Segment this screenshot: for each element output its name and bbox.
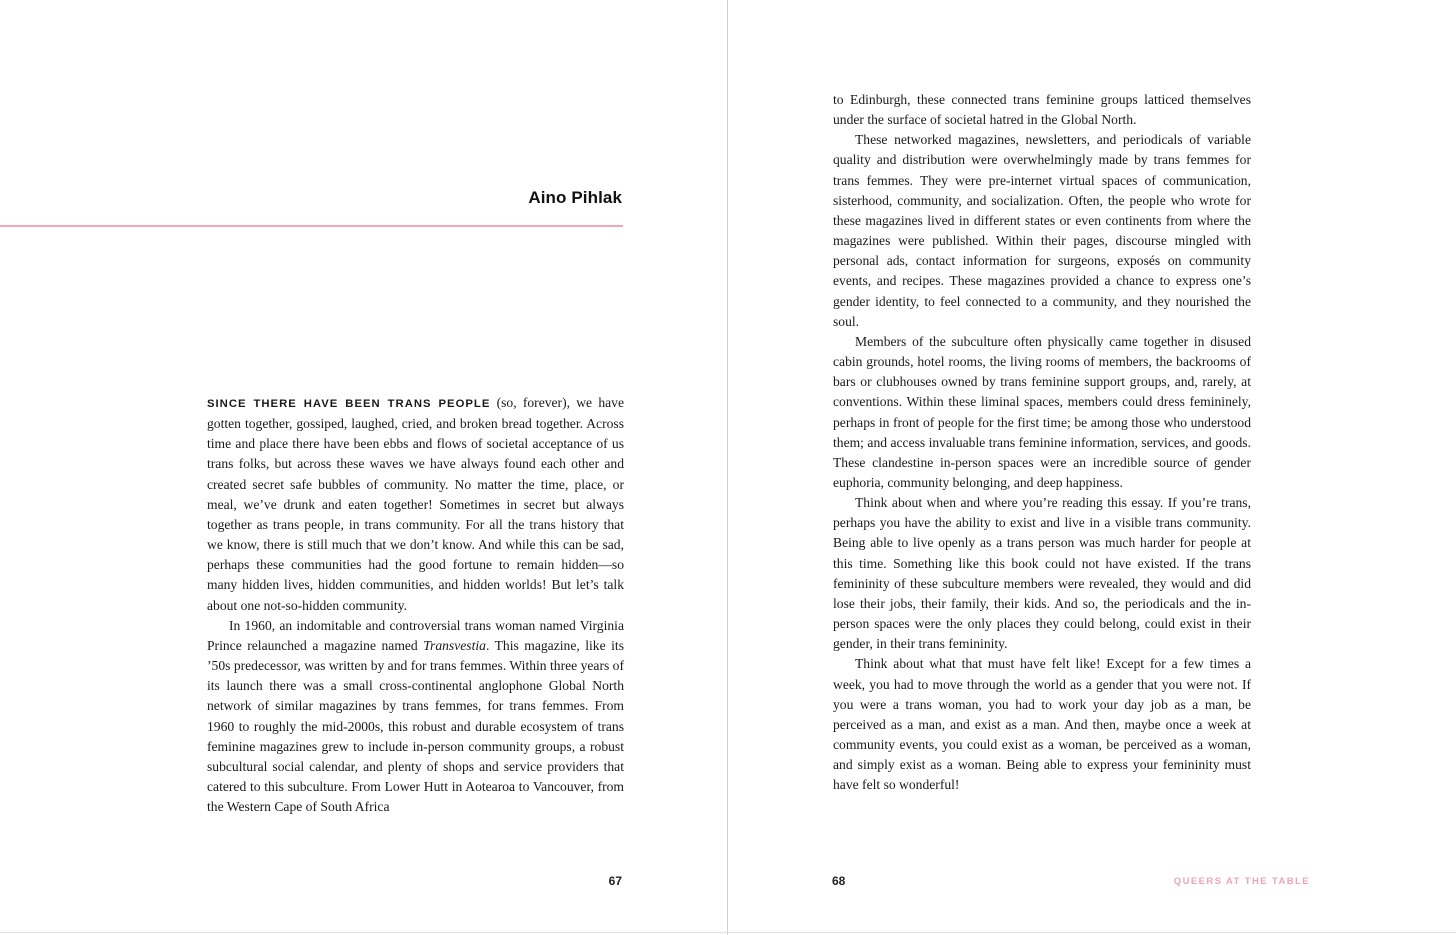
magazine-title: Transvestia [423,637,486,653]
paragraph-text-start: In 1960, an indomitable and controversial trans woman named Virginia Prince relaunched a magazine named [207,617,624,653]
right-body-text [833,90,1251,795]
body-paragraph: Members of the subculture often physically came together in disused cabin grounds, hotel rooms, the living rooms of members, the backrooms of bars or clubhouses owned by trans feminine support groups, and, rarely, at conventions. Within these liminal spaces, members could dress femininely, perhaps in front of people for the first time; be among those who understood them; and access invaluable trans feminine information, services, and goods. These clandestine in-person spaces were an incredible source of gender euphoria, community belonging, and deep happiness. [833,333,1251,490]
body-paragraph: These networked magazines, newsletters, and periodicals of variable quality and distribution were overwhelmingly made by trans femmes for trans femmes. They were pre-internet virtual spaces of communication, sisterhood, community, and socialization. Often, the people who wrote for these magazines lived in different states or even continents from where the magazines were published. Within their pages, discourse mingled with personal ads, contact information for surgeons, exposés on community events, and recipes. These magazines provided a chance to express one’s gender identity, to feel connected to a community, and they nourished the soul. [833,132,1251,329]
title-rule [0,225,623,227]
lead-in-caps: SINCE THERE HAVE BEEN TRANS PEOPLE [207,398,491,410]
opening-paragraph [207,393,624,616]
page-number-left: 67 [608,874,622,888]
body-paragraph: Think about when and where you’re reading this essay. If you’re trans, perhaps you have the ability to exist and live in a visible trans community. Being able to live openly as a trans person was much harder for people at this time. Something like this book could not have existed. If the trans femininity of these subculture members were revealed, they would and did lose their jobs, their family, their kids. And so, the periodicals and the in-person spaces were the only places they could belong, could exist in their gender, in their trans femininity. [833,495,1251,652]
page-bottom-edge [0,932,1456,933]
paragraph-text-end: . This magazine, like its ’50s predecessor, was written by and for trans femmes. Within three years of its launch there was a small cross-continental anglophone Global North network of similar magazines by trans femmes, for trans femmes. From 1960 to roughly the mid-2000s, this robust and durable ecosystem of trans feminine magazines grew to include in-person community groups, a robust subcultural social calendar, and plenty of shops and service providers that catered to this subculture. From Lower Hutt in Aotearoa to Vancouver, from the Western Cape of South Africa [207,637,624,815]
opening-paragraph-text: (so, forever), we have gotten together, gossiped, laughed, cried, and broken bread together. Across time and place there have been ebbs and flows of societal acceptance of us trans folks, but across these waves we have always found each other and created secret safe bubbles of community. No matter the time, place, or meal, we’ve drunk and eaten together! Sometimes in secret but always together as trans people, in trans community. For all the trans history that we know, there is still much that we don’t know. And while this can be sad, perhaps these communities had the good fortune to remain hidden—so many hidden lives, hidden communities, and hidden worlds! But let’s talk about one not-so-hidden community. [207,395,624,613]
left-page [0,0,727,935]
author-name: Aino Pihlak [528,188,622,207]
right-page [728,0,1456,935]
running-head: QUEERS AT THE TABLE [1173,876,1310,887]
body-paragraph: Think about what that must have felt like! Except for a few times a week, you had to move through the world as a gender that you were not. If you were a trans woman, you had to work your day job as a man, be perceived as a man, and exist as a man. And then, maybe once a week at community events, you could exist as a woman, be perceived as a woman, and simply exist as a woman. Being able to express your femininity must have felt so wonderful! [833,656,1251,793]
body-paragraph [207,616,624,818]
left-body-text [207,393,624,817]
page-number-right: 68 [832,874,846,888]
continued-paragraph: to Edinburgh, these connected trans feminine groups latticed themselves under the surface of societal hatred in the Global North. [833,92,1251,128]
